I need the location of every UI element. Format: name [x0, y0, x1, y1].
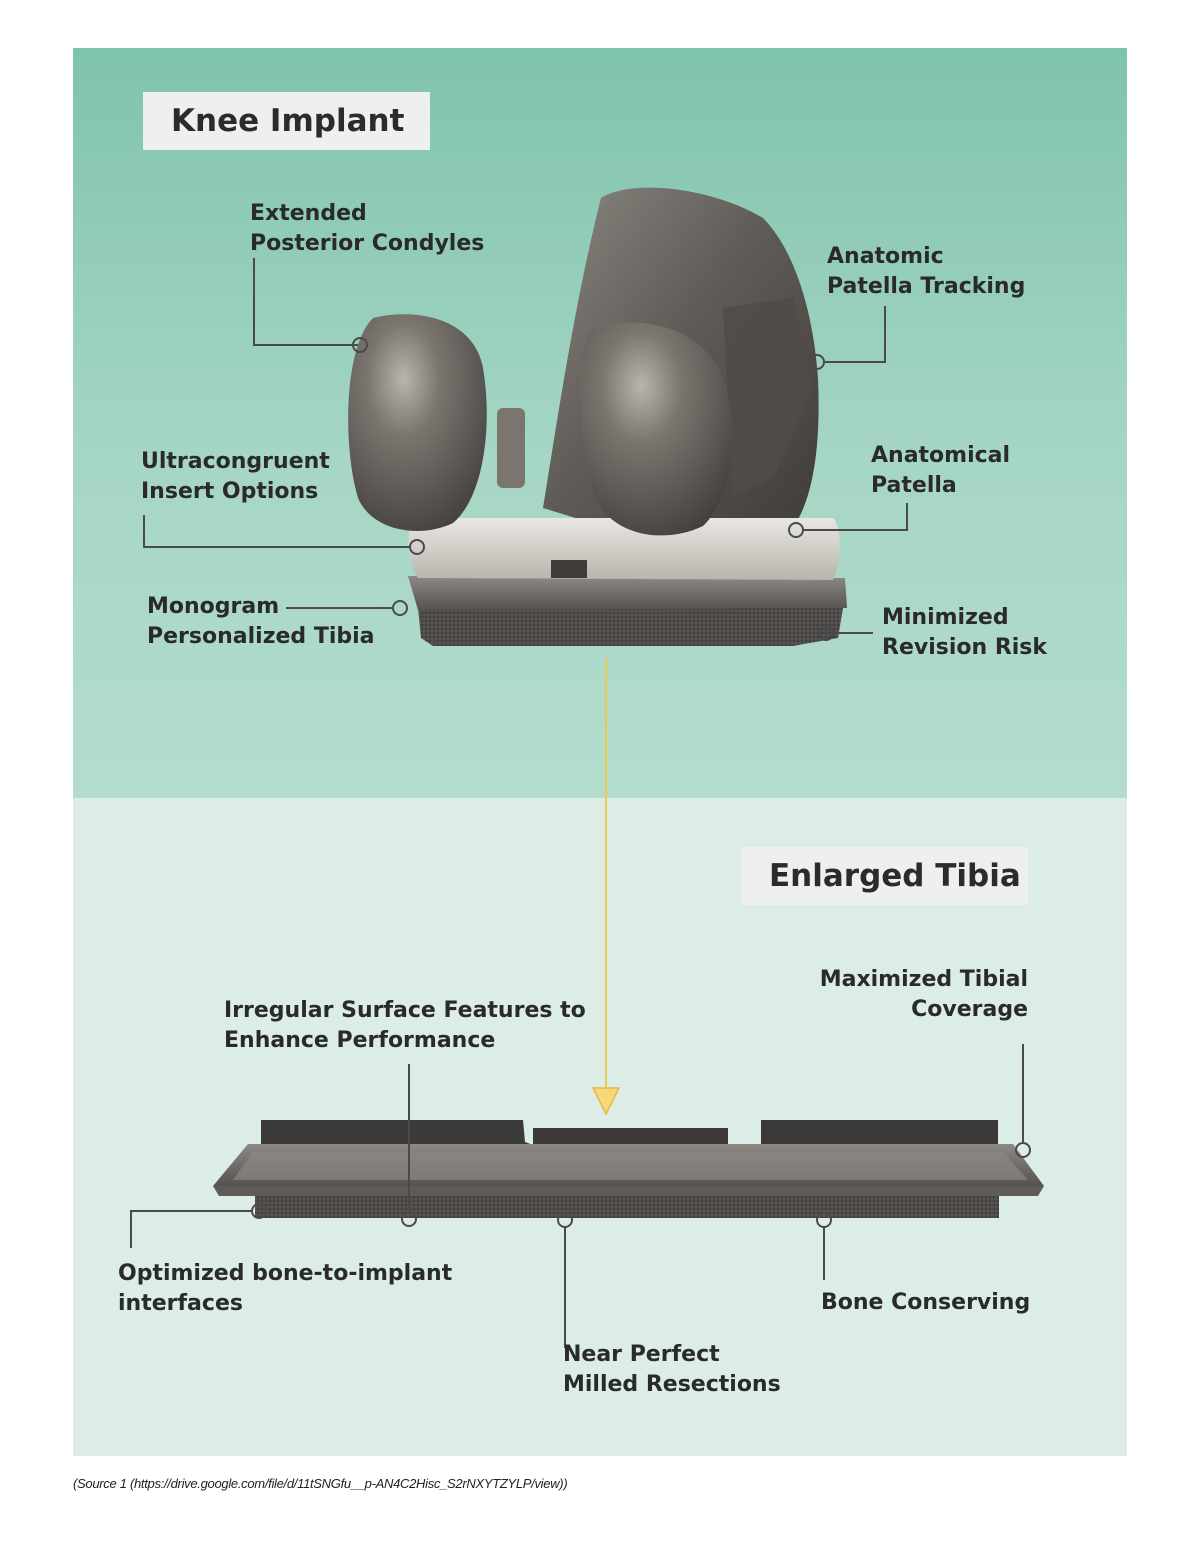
callout-ultracongruent: Ultracongruent Insert Options: [141, 449, 330, 504]
knee-implant-figure: [73, 48, 1127, 1456]
callout-extended-condyles: Extended Posterior Condyles: [250, 201, 485, 256]
enlarge-arrow-head: [593, 1088, 619, 1114]
enlarged-tibia-title: Enlarged Tibia: [741, 847, 1028, 905]
leader-extended-condyles: [254, 258, 358, 345]
callout-optimized-interfaces: Optimized bone-to-implant interfaces: [118, 1261, 453, 1316]
callout-monogram: Monogram Personalized Tibia: [147, 594, 375, 649]
leader-ultracongruent: [144, 515, 409, 547]
callout-anatomical-patella: Anatomical Patella: [871, 443, 1011, 498]
enlarged-tibia-image: [213, 1120, 1044, 1218]
tibial-insert: [408, 518, 839, 580]
source-citation: (Source 1 (https://drive.google.com/file/d/11tSNGfu__p-AN4C2Hisc_S2rNXYTZYLP/view)): [73, 1476, 568, 1491]
tibia-tray-edge: [213, 1186, 1044, 1196]
tibial-tray: [408, 576, 847, 610]
tibia-tray-highlight: [233, 1152, 1028, 1180]
callout-revision-risk: Minimized Revision Risk: [882, 605, 1048, 660]
central-post: [497, 408, 525, 488]
callout-milled-resections: Near Perfect Milled Resections: [563, 1342, 781, 1397]
monogram-notch: [551, 560, 587, 578]
callout-bone-conserving: Bone Conserving: [821, 1290, 1031, 1315]
knee-implant-title: Knee Implant: [143, 92, 430, 150]
tibia-rim: [261, 1120, 998, 1148]
left-condyle: [348, 314, 487, 531]
callout-patella-tracking: Anatomic Patella Tracking: [827, 244, 1026, 299]
tibia-porous-layer: [255, 1196, 999, 1218]
leader-patella-tracking: [825, 306, 885, 362]
callout-irregular-surface: Irregular Surface Features to Enhance Performance: [224, 998, 586, 1053]
callout-tibial-coverage: Maximized Tibial Coverage: [819, 967, 1028, 1022]
leader-optimized-interfaces: [131, 1211, 251, 1248]
dot-monogram: [393, 601, 407, 615]
tibial-porous-base: [418, 608, 843, 646]
dot-tibial-coverage: [1016, 1143, 1030, 1157]
